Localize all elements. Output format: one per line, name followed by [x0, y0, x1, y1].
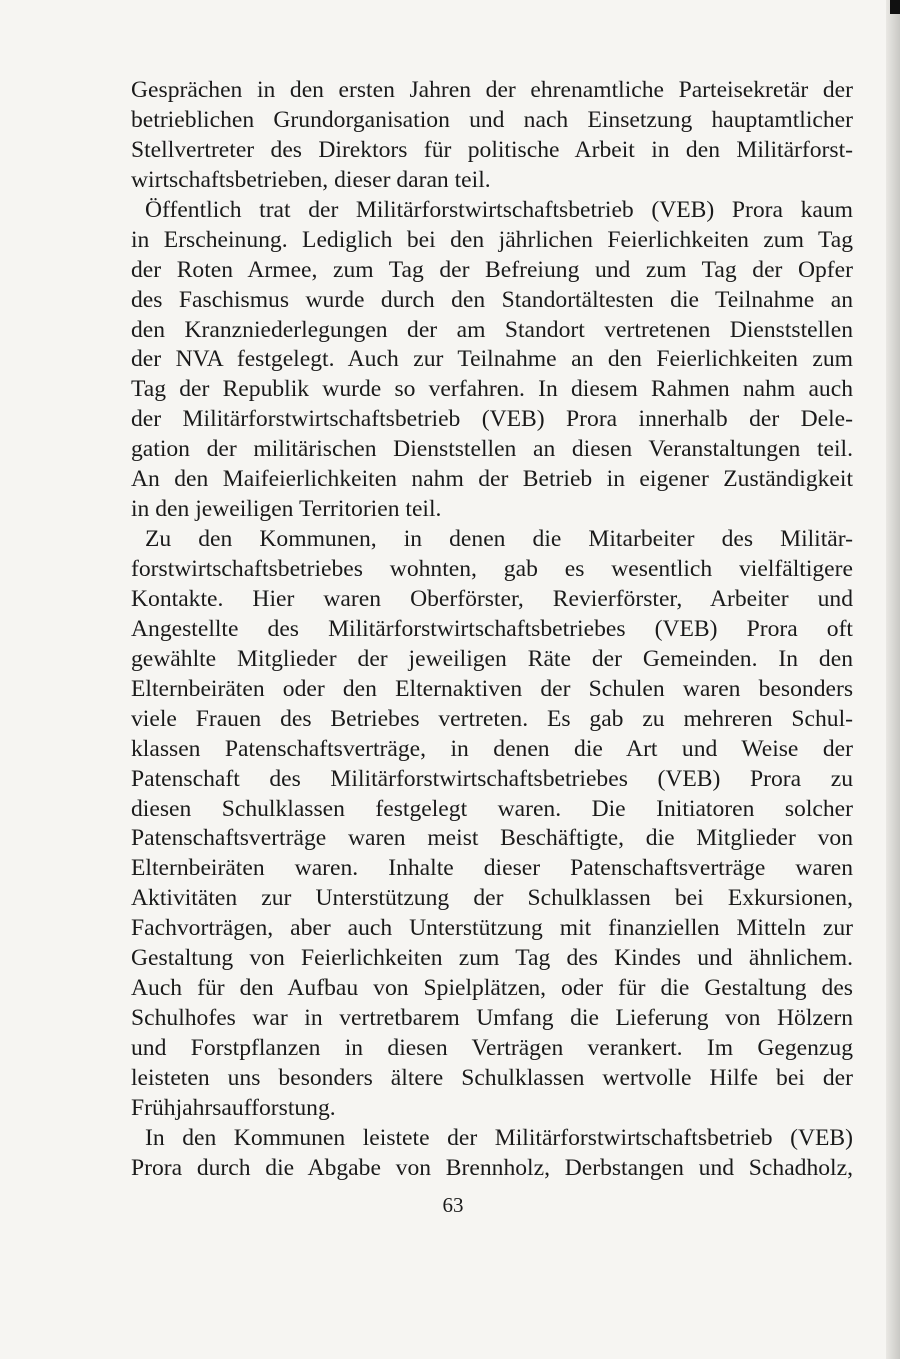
- text-line-2: betrieblichen Grundorganisation und nach Einsetzung hauptamtlicher: [131, 106, 853, 133]
- text-line-6: in Erscheinung. Lediglich bei den jährlichen Feierlichkeiten zum Tag: [131, 226, 853, 253]
- text-line-13: gation der militärischen Dienststellen an diesen Veranstaltungen teil.: [131, 436, 853, 463]
- scan-corner-mark: [890, 0, 900, 14]
- text-line-28: Aktivitäten zur Unterstützung der Schulklassen bei Exkursionen,: [131, 885, 853, 912]
- text-line-5: Öffentlich trat der Militärforstwirtschaftsbetrieb (VEB) Prora kaum: [145, 196, 853, 223]
- text-line-33: und Forstpflanzen in diesen Verträgen verankert. Im Gegenzug: [131, 1035, 853, 1061]
- text-line-11: Tag der Republik wurde so verfahren. In diesem Rahmen nahm auch: [131, 376, 853, 403]
- text-line-23: klassen Patenschaftsverträge, in denen die Art und Weise der: [131, 735, 853, 762]
- text-line-10: der NVA festgelegt. Auch zur Teilnahme an den Feierlichkeiten zum: [131, 346, 853, 373]
- text-line-37: Prora durch die Abgabe von Brennholz, Derbstangen und Schadholz,: [131, 1154, 853, 1181]
- text-line-1: Gesprächen in den ersten Jahren der ehrenamtliche Parteisekretär der: [131, 77, 853, 103]
- text-line-14: An den Maifeierlichkeiten nahm der Betrieb in eigener Zuständigkeit: [131, 466, 853, 493]
- text-line-27: Elternbeiräten waren. Inhalte dieser Patenschaftsverträge waren: [131, 855, 853, 882]
- text-line-24: Patenschaft des Militärforstwirtschaftsbetriebes (VEB) Prora zu: [131, 765, 853, 792]
- text-line-15: in den jeweiligen Territorien teil.: [131, 496, 442, 523]
- text-line-8: des Faschismus wurde durch den Standortältesten die Teilnahme an: [131, 286, 853, 313]
- text-line-21: Elternbeiräten oder den Elternaktiven der Schulen waren besonders: [131, 675, 853, 702]
- text-line-34: leisteten uns besonders ältere Schulklassen wertvolle Hilfe bei der: [131, 1064, 853, 1091]
- text-line-20: gewählte Mitglieder der jeweiligen Räte der Gemeinden. In den: [131, 645, 853, 672]
- text-line-25: diesen Schulklassen festgelegt waren. Die Initiatoren solcher: [131, 795, 853, 822]
- text-line-12: der Militärforstwirtschaftsbetrieb (VEB) Prora innerhalb der Dele-: [131, 406, 853, 433]
- text-line-36: In den Kommunen leistete der Militärforstwirtschaftsbetrieb (VEB): [145, 1124, 853, 1151]
- page-edge-shadow: [886, 0, 900, 1359]
- text-line-3: Stellvertreter des Direktors für politische Arbeit in den Militärforst-: [131, 136, 853, 163]
- text-line-9: den Kranzniederlegungen der am Standort vertretenen Dienststellen: [131, 316, 853, 343]
- text-line-4: wirtschaftsbetrieben, dieser daran teil.: [131, 166, 491, 193]
- text-line-19: Angestellte des Militärforstwirtschaftsbetriebes (VEB) Prora oft: [131, 615, 853, 642]
- text-line-18: Kontakte. Hier waren Oberförster, Revierförster, Arbeiter und: [131, 585, 853, 612]
- text-line-35: Frühjahrsaufforstung.: [131, 1094, 336, 1121]
- text-line-29: Fachvorträgen, aber auch Unterstützung mit finanziellen Mitteln zur: [131, 915, 853, 942]
- text-line-22: viele Frauen des Betriebes vertreten. Es gab zu mehreren Schul-: [131, 705, 853, 732]
- body-text: [131, 76, 853, 1184]
- text-line-16: Zu den Kommunen, in denen die Mitarbeiter des Militär-: [145, 526, 853, 553]
- text-line-31: Auch für den Aufbau von Spielplätzen, oder für die Gestaltung des: [131, 975, 853, 1002]
- text-line-32: Schulhofes war in vertretbarem Umfang die Lieferung von Hölzern: [131, 1005, 853, 1032]
- text-line-7: der Roten Armee, zum Tag der Befreiung und zum Tag der Opfer: [131, 256, 853, 283]
- page-number: 63: [442, 1193, 464, 1217]
- text-line-26: Patenschaftsverträge waren meist Beschäftigte, die Mitglieder von: [131, 825, 853, 852]
- text-line-17: forstwirtschaftsbetriebes wohnten, gab es wesentlich vielfältigere: [131, 556, 853, 582]
- text-line-30: Gestaltung von Feierlichkeiten zum Tag des Kindes und ähnlichem.: [131, 945, 853, 972]
